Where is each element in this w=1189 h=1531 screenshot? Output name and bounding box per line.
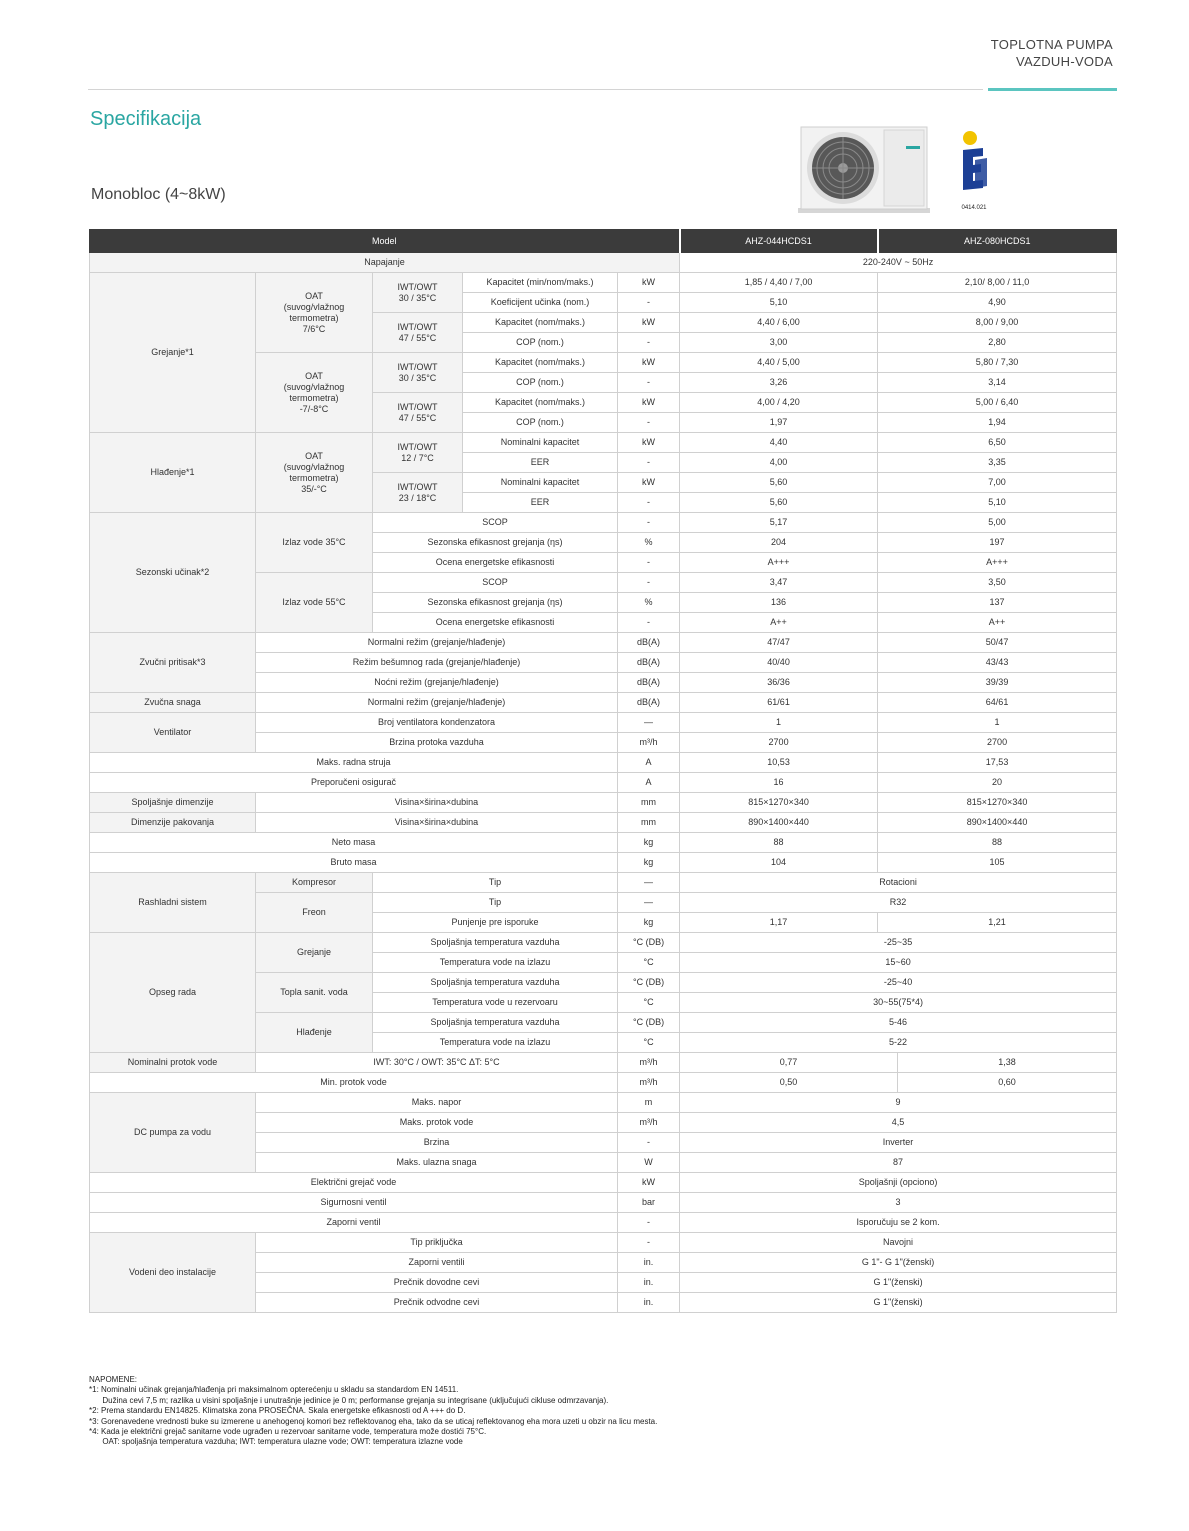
table-cell: in. <box>618 1273 680 1293</box>
table-cell: Temperatura vode na izlazu <box>373 1033 618 1053</box>
table-cell: A <box>618 773 680 793</box>
table-cell: Izlaz vode 35°C <box>256 513 373 573</box>
table-cell: Inverter <box>680 1133 1117 1153</box>
table-cell: in. <box>618 1253 680 1273</box>
table-cell: dB(A) <box>618 673 680 693</box>
table-cell: 5,10 <box>878 493 1117 513</box>
table-cell: Tip priključka <box>256 1233 618 1253</box>
table-cell: DC pumpa za vodu <box>90 1093 256 1173</box>
table-cell: 88 <box>878 833 1117 853</box>
table-cell: 1,38 <box>898 1053 1117 1073</box>
table-cell: 5-46 <box>680 1013 1117 1033</box>
table-cell: 17,53 <box>878 753 1117 773</box>
table-cell: kg <box>618 913 680 933</box>
table-cell: Topla sanit. voda <box>256 973 373 1013</box>
table-cell: - <box>618 513 680 533</box>
table-cell: kW <box>618 393 680 413</box>
table-cell: 4,90 <box>878 293 1117 313</box>
table-cell: in. <box>618 1293 680 1313</box>
table-cell: R32 <box>680 893 1117 913</box>
table-cell: 890×1400×440 <box>878 813 1117 833</box>
table-cell: Noćni režim (grejanje/hlađenje) <box>256 673 618 693</box>
table-cell: Nominalni kapacitet <box>463 433 618 453</box>
table-cell: dB(A) <box>618 633 680 653</box>
table-cell: Maks. ulazna snaga <box>256 1153 618 1173</box>
table-cell: 2,80 <box>878 333 1117 353</box>
table-cell: A <box>618 753 680 773</box>
table-cell: kW <box>618 313 680 333</box>
table-cell: Tip <box>373 893 618 913</box>
table-cell: IWT: 30°C / OWT: 35°C ΔT: 5°C <box>256 1053 618 1073</box>
table-cell: EER <box>463 453 618 473</box>
table-row <box>90 833 1117 853</box>
table-cell: 815×1270×340 <box>878 793 1117 813</box>
table-cell: Napajanje <box>90 253 680 273</box>
table-cell: - <box>618 493 680 513</box>
table-cell: kW <box>618 353 680 373</box>
table-cell: 3,35 <box>878 453 1117 473</box>
table-cell: - <box>618 1213 680 1233</box>
table-row <box>90 753 1117 773</box>
table-cell: Visina×širina×dubina <box>256 793 618 813</box>
table-cell: 815×1270×340 <box>680 793 878 813</box>
table-cell: mm <box>618 793 680 813</box>
table-cell: Preporučeni osigurač <box>90 773 618 793</box>
table-cell: - <box>618 333 680 353</box>
brand-title-line1: TOPLOTNA PUMPA <box>990 37 1113 52</box>
table-cell: 43/43 <box>878 653 1117 673</box>
table-row <box>90 1073 1117 1093</box>
table-row <box>90 713 1117 733</box>
table-cell: Rashladni sistem <box>90 873 256 933</box>
table-cell: 9 <box>680 1093 1117 1113</box>
table-row <box>90 1173 1117 1193</box>
table-cell: Režim bešumnog rada (grejanje/hlađenje) <box>256 653 618 673</box>
note-line: *2: Prema standardu EN14825. Klimatska zona PROSEČNA. Skala energetske efikasnosti od A +++ do D. <box>89 1406 466 1416</box>
table-cell: °C (DB) <box>618 973 680 993</box>
table-cell: Dimenzije pakovanja <box>90 813 256 833</box>
note-line: *3: Gorenavedene vrednosti buke su izmerene u anehogenoj komori bez reflektovanog eha, tako da se uticaj reflektovanog eha mora uzeti u obzir na licu mesta. <box>89 1416 658 1426</box>
table-cell: bar <box>618 1193 680 1213</box>
table-cell: 39/39 <box>878 673 1117 693</box>
table-cell: 4,40 / 5,00 <box>680 353 878 373</box>
table-cell: Temperatura vode na izlazu <box>373 953 618 973</box>
table-cell: Temperatura vode u rezervoaru <box>373 993 618 1013</box>
table-cell: Spoljašnja temperatura vazduha <box>373 973 618 993</box>
table-cell: dB(A) <box>618 653 680 673</box>
table-cell: 0,60 <box>898 1073 1117 1093</box>
table-cell: 220-240V ~ 50Hz <box>680 253 1117 273</box>
table-cell: Sezonska efikasnost grejanja (ηs) <box>373 593 618 613</box>
table-cell: 1,21 <box>878 913 1117 933</box>
table-cell: OAT (suvog/vlažnog termometra) 35/-°C <box>256 433 373 513</box>
table-cell: 3,14 <box>878 373 1117 393</box>
table-cell: 16 <box>680 773 878 793</box>
table-cell: Normalni režim (grejanje/hlađenje) <box>256 693 618 713</box>
table-cell: m³/h <box>618 733 680 753</box>
table-cell: Broj ventilatora kondenzatora <box>256 713 618 733</box>
table-cell: Izlaz vode 55°C <box>256 573 373 633</box>
table-cell: Neto masa <box>90 833 618 853</box>
table-cell: °C <box>618 1033 680 1053</box>
table-cell: Sigurnosni ventil <box>90 1193 618 1213</box>
table-cell: mm <box>618 813 680 833</box>
table-cell: - <box>618 573 680 593</box>
table-cell: - <box>618 553 680 573</box>
table-cell: 5,00 <box>878 513 1117 533</box>
table-cell: kW <box>618 1173 680 1193</box>
column-header-model-a: AHZ-044HCDS1 <box>680 230 878 253</box>
table-cell: Vodeni deo instalacije <box>90 1233 256 1313</box>
table-cell: m <box>618 1093 680 1113</box>
table-cell: 1,94 <box>878 413 1117 433</box>
table-cell: Koeficijent učinka (nom.) <box>463 293 618 313</box>
table-cell: Opseg rada <box>90 933 256 1053</box>
table-cell: Brzina <box>256 1133 618 1153</box>
table-cell: G 1"(ženski) <box>680 1273 1117 1293</box>
table-cell: 3,00 <box>680 333 878 353</box>
table-row <box>90 1053 1117 1073</box>
table-cell: Ocena energetske efikasnosti <box>373 553 618 573</box>
table-cell: - <box>618 1233 680 1253</box>
table-cell: Spoljašnja temperatura vazduha <box>373 1013 618 1033</box>
table-row <box>90 853 1117 873</box>
table-row <box>90 1233 1117 1253</box>
table-row <box>90 513 1117 533</box>
table-cell: 5,60 <box>680 493 878 513</box>
header-accent-bar <box>988 88 1117 91</box>
table-cell: 20 <box>878 773 1117 793</box>
table-cell: -25~35 <box>680 933 1117 953</box>
notes-heading: NAPOMENE: <box>89 1375 138 1384</box>
table-row <box>90 813 1117 833</box>
table-cell: W <box>618 1153 680 1173</box>
table-cell: Prečnik odvodne cevi <box>256 1293 618 1313</box>
table-cell: Maks. napor <box>256 1093 618 1113</box>
brand-title-line2: VAZDUH-VODA <box>1016 54 1113 69</box>
table-cell: 0,77 <box>680 1053 898 1073</box>
table-row <box>90 933 1117 953</box>
table-cell: 0,50 <box>680 1073 898 1093</box>
product-subtitle: Monobloc (4~8kW) <box>91 186 226 203</box>
table-cell: Rotacioni <box>680 873 1117 893</box>
table-cell: SCOP <box>373 573 618 593</box>
table-cell: 40/40 <box>680 653 878 673</box>
table-cell: A+++ <box>680 553 878 573</box>
table-cell: 4,40 / 6,00 <box>680 313 878 333</box>
table-cell: °C <box>618 953 680 973</box>
table-cell: Punjenje pre isporuke <box>373 913 618 933</box>
table-row <box>90 1093 1117 1113</box>
table-cell: Zvučni pritisak*3 <box>90 633 256 693</box>
table-cell: A+++ <box>878 553 1117 573</box>
specification-table-body <box>90 253 1117 1313</box>
table-cell: Tip <box>373 873 618 893</box>
table-cell: 3,26 <box>680 373 878 393</box>
table-cell: Brzina protoka vazduha <box>256 733 618 753</box>
note-line: Dužina cevi 7,5 m; razlika u visini spoljašnje i unutrašnje jedinice je 0 m; performanse grejanja su integrisane (uključujući cikluse odmrzavanja). <box>89 1395 609 1405</box>
table-cell: G 1"(ženski) <box>680 1293 1117 1313</box>
table-cell: 15~60 <box>680 953 1117 973</box>
table-cell: 1,85 / 4,40 / 7,00 <box>680 273 878 293</box>
table-cell: 10,53 <box>680 753 878 773</box>
table-cell: IWT/OWT 47 / 55°C <box>373 393 463 433</box>
table-cell: 4,00 <box>680 453 878 473</box>
table-cell: kg <box>618 833 680 853</box>
table-cell: Freon <box>256 893 373 933</box>
table-cell: COP (nom.) <box>463 333 618 353</box>
page-title: Specifikacija <box>90 108 202 130</box>
table-cell: °C (DB) <box>618 1013 680 1033</box>
table-cell: IWT/OWT 30 / 35°C <box>373 353 463 393</box>
table-cell: Grejanje <box>256 933 373 973</box>
table-cell: Ocena energetske efikasnosti <box>373 613 618 633</box>
table-cell: kW <box>618 273 680 293</box>
table-cell: dB(A) <box>618 693 680 713</box>
table-row <box>90 1213 1117 1233</box>
table-cell: 204 <box>680 533 878 553</box>
table-cell: Normalni režim (grejanje/hlađenje) <box>256 633 618 653</box>
table-cell: Sezonska efikasnost grejanja (ηs) <box>373 533 618 553</box>
table-row <box>90 873 1117 893</box>
table-row <box>90 693 1117 713</box>
column-header-model: Model <box>90 230 680 253</box>
table-cell: 890×1400×440 <box>680 813 878 833</box>
table-cell: Kompresor <box>256 873 373 893</box>
table-cell: OAT (suvog/vlažnog termometra) -7/-8°C <box>256 353 373 433</box>
table-cell: IWT/OWT 12 / 7°C <box>373 433 463 473</box>
table-cell: G 1"- G 1"(ženski) <box>680 1253 1117 1273</box>
table-cell: 1 <box>878 713 1117 733</box>
table-cell: Sezonski učinak*2 <box>90 513 256 633</box>
table-cell: 8,00 / 9,00 <box>878 313 1117 333</box>
table-cell: 1 <box>680 713 878 733</box>
table-cell: Kapacitet (min/nom/maks.) <box>463 273 618 293</box>
table-cell: Kapacitet (nom/maks.) <box>463 353 618 373</box>
table-cell: 197 <box>878 533 1117 553</box>
table-cell: 88 <box>680 833 878 853</box>
table-cell: Navojni <box>680 1233 1117 1253</box>
table-cell: EER <box>463 493 618 513</box>
table-cell: Ventilator <box>90 713 256 753</box>
table-cell: 3,50 <box>878 573 1117 593</box>
table-cell: 47/47 <box>680 633 878 653</box>
heat-pump-unit-image <box>798 124 930 214</box>
note-line: *1: Nominalni učinak grejanja/hlađenja pri maksimalnom opterećenju u skladu sa standardom EN 14511. <box>89 1385 459 1395</box>
table-row <box>90 273 1117 293</box>
table-cell: Maks. protok vode <box>256 1113 618 1133</box>
table-cell: OAT (suvog/vlažnog termometra) 7/6°C <box>256 273 373 353</box>
table-cell: 104 <box>680 853 878 873</box>
table-cell: Spoljašnje dimenzije <box>90 793 256 813</box>
note-line: OAT: spoljašnja temperatura vazduha; IWT: temperatura ulazne vode; OWT: temperatura izlazne vode <box>89 1437 463 1447</box>
table-cell: m³/h <box>618 1073 680 1093</box>
table-cell: 64/61 <box>878 693 1117 713</box>
table-cell: 3 <box>680 1193 1117 1213</box>
table-cell: 3,47 <box>680 573 878 593</box>
table-cell: -25~40 <box>680 973 1117 993</box>
table-cell: 4,5 <box>680 1113 1117 1133</box>
table-cell: Visina×širina×dubina <box>256 813 618 833</box>
table-cell: A++ <box>878 613 1117 633</box>
table-row <box>90 1193 1117 1213</box>
table-cell: — <box>618 713 680 733</box>
table-cell: 87 <box>680 1153 1117 1173</box>
table-cell: kW <box>618 473 680 493</box>
table-cell: - <box>618 373 680 393</box>
table-cell: SCOP <box>373 513 618 533</box>
energy-label-icon <box>957 130 999 212</box>
table-cell: Spoljašnja temperatura vazduha <box>373 933 618 953</box>
table-cell: kW <box>618 433 680 453</box>
table-cell: m³/h <box>618 1053 680 1073</box>
table-cell: Hlađenje <box>256 1013 373 1053</box>
table-row <box>90 633 1117 653</box>
table-cell: IWT/OWT 47 / 55°C <box>373 313 463 353</box>
table-cell: Nominalni protok vode <box>90 1053 256 1073</box>
table-cell: Isporučuju se 2 kom. <box>680 1213 1117 1233</box>
table-cell: 36/36 <box>680 673 878 693</box>
table-header-row <box>90 230 1117 253</box>
table-cell: Zaporni ventili <box>256 1253 618 1273</box>
table-cell: 136 <box>680 593 878 613</box>
table-cell: Zvučna snaga <box>90 693 256 713</box>
table-cell: COP (nom.) <box>463 413 618 433</box>
table-cell: 5,17 <box>680 513 878 533</box>
table-cell: 4,00 / 4,20 <box>680 393 878 413</box>
table-cell: 2700 <box>878 733 1117 753</box>
table-cell: COP (nom.) <box>463 373 618 393</box>
table-cell: IWT/OWT 30 / 35°C <box>373 273 463 313</box>
table-row <box>90 433 1117 453</box>
table-cell: IWT/OWT 23 / 18°C <box>373 473 463 513</box>
table-cell: 105 <box>878 853 1117 873</box>
table-cell: Maks. radna struja <box>90 753 618 773</box>
column-header-model-b: AHZ-080HCDS1 <box>878 230 1117 253</box>
table-cell: 7,00 <box>878 473 1117 493</box>
table-cell: % <box>618 533 680 553</box>
table-cell: - <box>618 293 680 313</box>
table-cell: Hlađenje*1 <box>90 433 256 513</box>
table-cell: A++ <box>680 613 878 633</box>
table-cell: 1,17 <box>680 913 878 933</box>
table-cell: - <box>618 413 680 433</box>
table-cell: m³/h <box>618 1113 680 1133</box>
table-cell: Električni grejač vode <box>90 1173 618 1193</box>
table-cell: — <box>618 893 680 913</box>
table-cell: % <box>618 593 680 613</box>
table-cell: °C <box>618 993 680 1013</box>
table-cell: Zaporni ventil <box>90 1213 618 1233</box>
table-cell: Prečnik dovodne cevi <box>256 1273 618 1293</box>
table-cell: 5,60 <box>680 473 878 493</box>
table-cell: Nominalni kapacitet <box>463 473 618 493</box>
table-cell: Grejanje*1 <box>90 273 256 433</box>
table-cell: — <box>618 873 680 893</box>
table-cell: Kapacitet (nom/maks.) <box>463 393 618 413</box>
table-cell: 4,40 <box>680 433 878 453</box>
table-cell: Min. protok vode <box>90 1073 618 1093</box>
table-cell: 61/61 <box>680 693 878 713</box>
table-cell: 5,10 <box>680 293 878 313</box>
table-cell: Spoljašnji (opciono) <box>680 1173 1117 1193</box>
table-cell: 1,97 <box>680 413 878 433</box>
table-cell: kg <box>618 853 680 873</box>
table-cell: 137 <box>878 593 1117 613</box>
table-cell: Bruto masa <box>90 853 618 873</box>
specification-table <box>89 229 1117 1313</box>
table-cell: - <box>618 613 680 633</box>
table-cell: 2,10/ 8,00 / 11,0 <box>878 273 1117 293</box>
table-row <box>90 253 1117 273</box>
table-cell: - <box>618 453 680 473</box>
table-cell: 2700 <box>680 733 878 753</box>
table-cell: 5,80 / 7,30 <box>878 353 1117 373</box>
table-cell: 5-22 <box>680 1033 1117 1053</box>
table-cell: 5,00 / 6,40 <box>878 393 1117 413</box>
table-cell: °C (DB) <box>618 933 680 953</box>
table-cell: Kapacitet (nom/maks.) <box>463 313 618 333</box>
table-cell: - <box>618 1133 680 1153</box>
header-divider <box>88 89 983 90</box>
table-cell: 50/47 <box>878 633 1117 653</box>
table-cell: 6,50 <box>878 433 1117 453</box>
table-cell: 30~55(75*4) <box>680 993 1117 1013</box>
notes <box>89 1375 657 1448</box>
table-row <box>90 793 1117 813</box>
table-row <box>90 773 1117 793</box>
brand-title <box>991 36 1113 70</box>
note-line: *4: Kada je električni grejač sanitarne vode ugrađen u rezervoar sanitarne vode, temperatura može dostići 75°C. <box>89 1427 487 1437</box>
energy-label-code: 0414.021 <box>961 205 987 211</box>
